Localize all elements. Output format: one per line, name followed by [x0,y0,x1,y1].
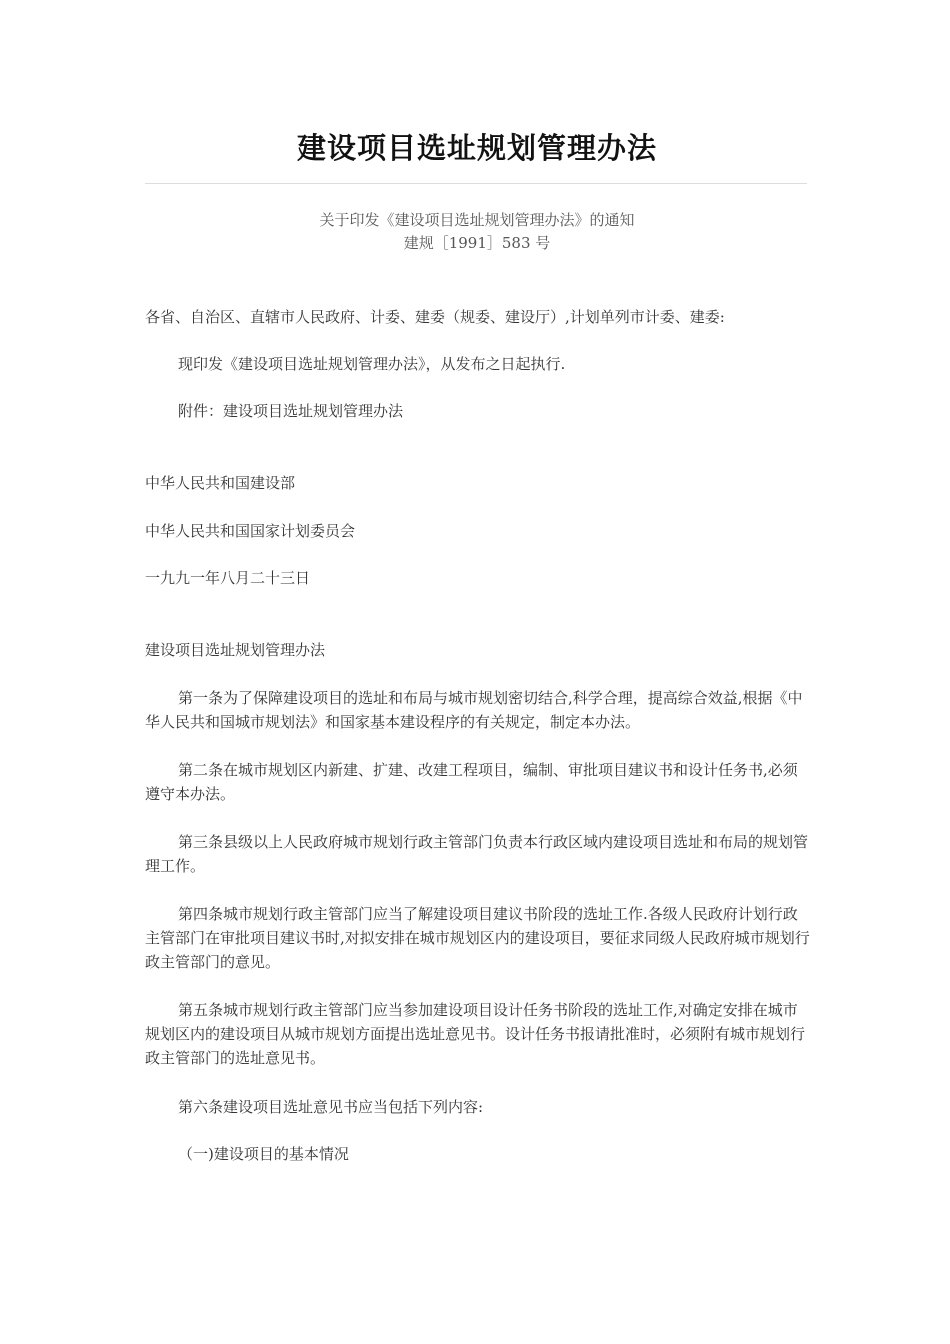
article-4: 第四条城市规划行政主管部门应当了解建设项目建议书阶段的选址工作.各级人民政府计划行政主管部门在审批项目建议书时,对拟安排在城市规划区内的建设项目，要征求同级人民政府城市规划行政主管部门的意见。 [145,905,810,971]
article-6-item-1: （一)建设项目的基本情况 [178,1145,349,1163]
addressee: 各省、自治区、直辖市人民政府、计委、建委（规委、建设厅）,计划单列市计委、建委: [145,308,725,326]
issuer-planning-commission: 中华人民共和国国家计划委员会 [145,522,356,540]
issue-date: 一九九一年八月二十三日 [145,569,311,587]
body-intro: 现印发《建设项目选址规划管理办法》，从发布之日起执行. [178,355,566,373]
notice-header [145,209,809,255]
attachment-line: 附件：建设项目选址规划管理办法 [178,402,404,420]
section-title: 建设项目选址规划管理办法 [145,641,326,659]
notice-title: 关于印发《建设项目选址规划管理办法》的通知 [319,211,635,229]
article-5: 第五条城市规划行政主管部门应当参加建设项目设计任务书阶段的选址工作,对确定安排在城市规划区内的建设项目从城市规划方面提出选址意见书。设计任务书报请批准时，必须附有城市规划行政主管部门的选址意见书。 [145,1001,806,1067]
article-3: 第三条县级以上人民政府城市规划行政主管部门负责本行政区域内建设项目选址和布局的规划管理工作。 [145,833,809,875]
document-title: 建设项目选址规划管理办法 [296,131,657,165]
title-divider [145,183,807,184]
issuer-ministry-of-construction: 中华人民共和国建设部 [145,474,296,492]
article-6: 第六条建设项目选址意见书应当包括下列内容: [178,1098,484,1116]
article-1: 第一条为了保障建设项目的选址和布局与城市规划密切结合,科学合理，提高综合效益,根据《中华人民共和国城市规划法》和国家基本建设程序的有关规定，制定本办法。 [145,689,803,731]
notice-number: 建规［1991］583 号 [403,234,551,252]
article-2: 第二条在城市规划区内新建、扩建、改建工程项目，编制、审批项目建议书和设计任务书,必须遵守本办法。 [145,761,798,803]
